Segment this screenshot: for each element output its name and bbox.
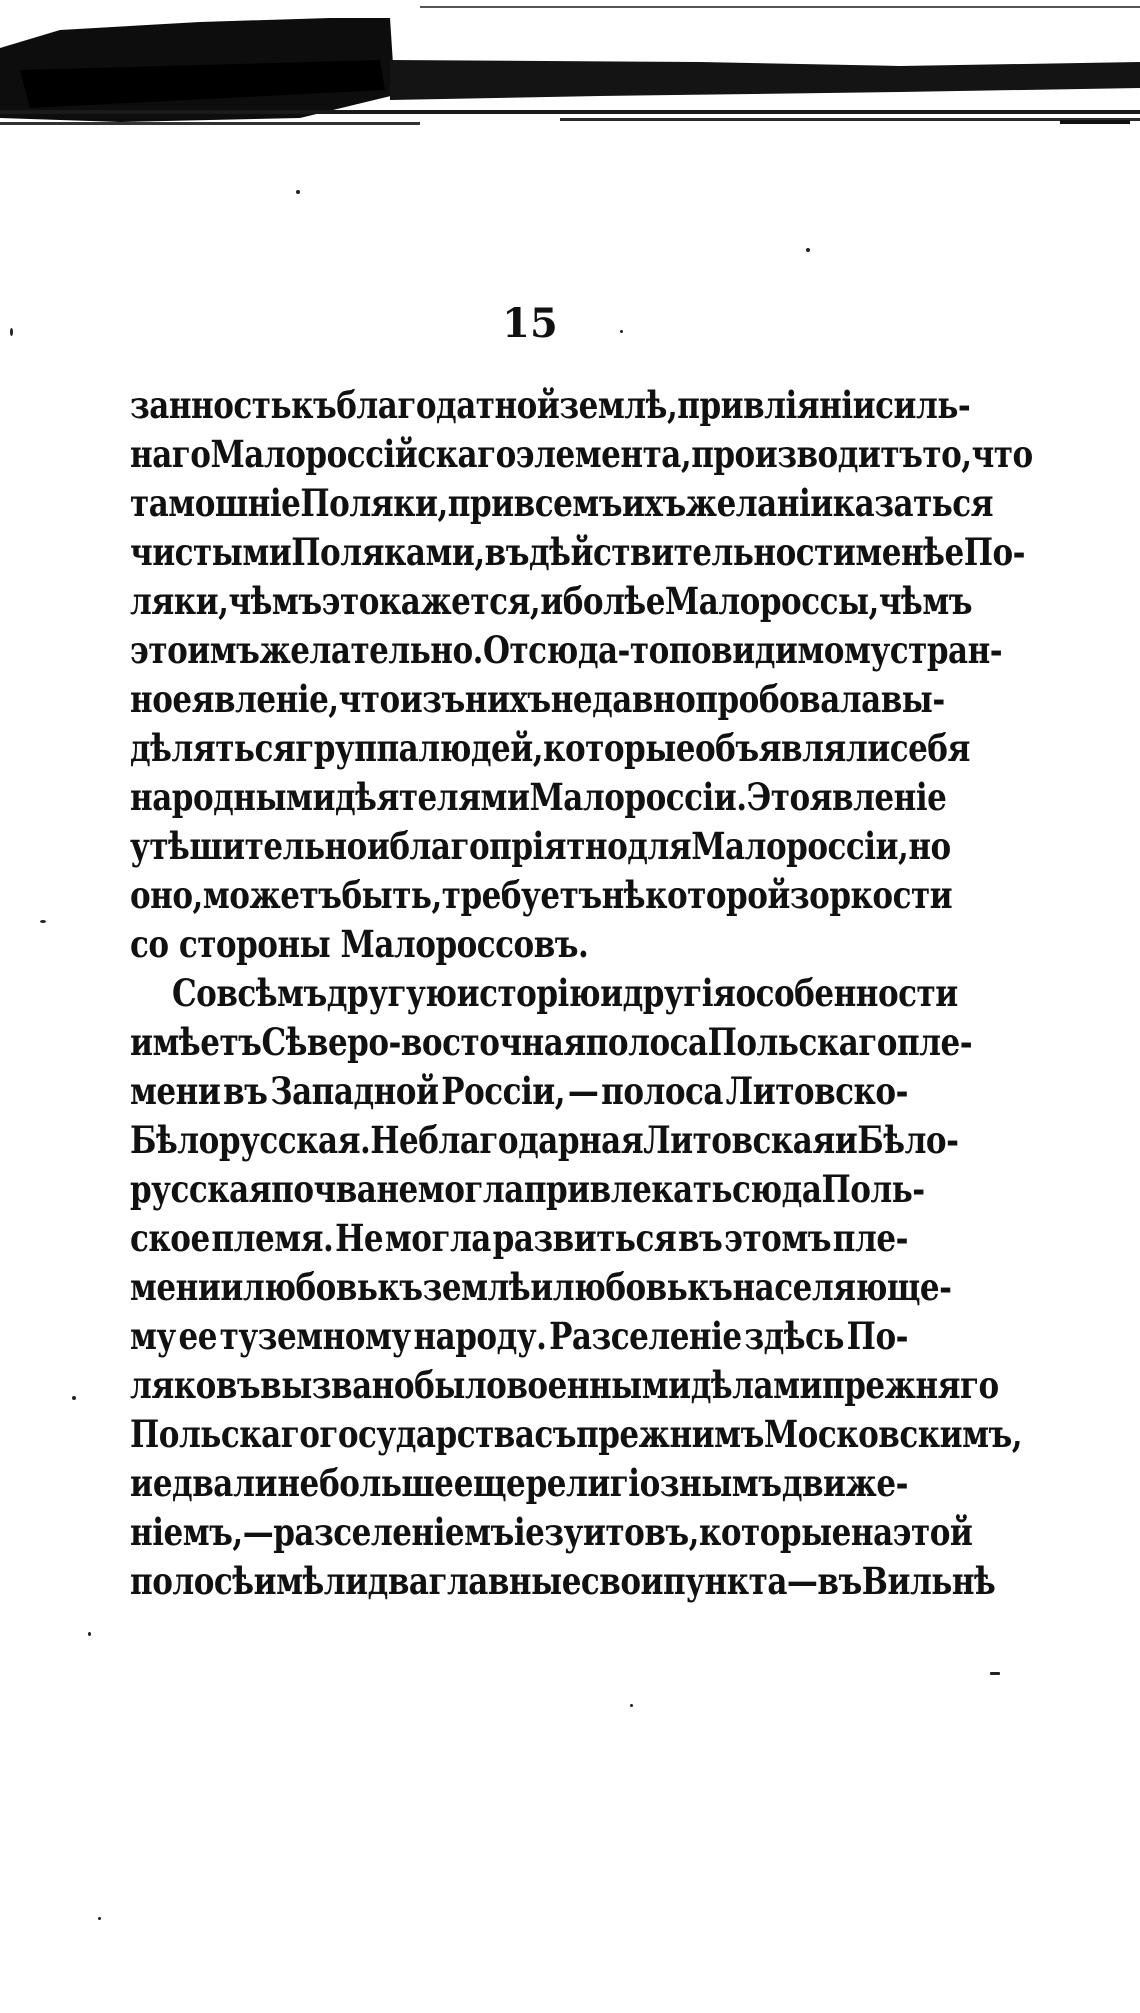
- word: этомъ: [724, 1216, 832, 1261]
- scan-speck: [40, 920, 46, 923]
- scan-edge-artifact: [0, 0, 1140, 140]
- word: Литовско-: [725, 1069, 908, 1114]
- word: русская: [130, 1167, 272, 1212]
- word: другія: [622, 971, 736, 1016]
- word: Польскаго: [130, 1412, 320, 1457]
- word: Московскимъ,: [763, 1412, 1023, 1457]
- word: имѣли: [253, 1559, 368, 1604]
- scan-speck: [990, 1672, 1000, 1675]
- word: землѣ,: [559, 383, 678, 428]
- word: здѣсь: [744, 1314, 844, 1359]
- word: вліяніи: [743, 383, 876, 428]
- word: изъ: [399, 677, 465, 722]
- word: еще: [453, 1461, 526, 1506]
- word: которые: [543, 726, 695, 771]
- word: въ: [678, 1216, 723, 1261]
- word: имъ: [187, 628, 260, 673]
- word: племя.: [211, 1216, 334, 1261]
- word: мени: [130, 1265, 221, 1310]
- word: любовь: [552, 1265, 688, 1310]
- word: Поль-: [821, 1167, 925, 1212]
- word: государства: [319, 1412, 535, 1457]
- scan-speck: [296, 190, 300, 194]
- word: это: [130, 628, 188, 673]
- word: Малороссіи.: [529, 775, 747, 820]
- word: пробовала: [695, 677, 881, 722]
- word: Поляки,: [300, 481, 448, 526]
- word: Россіи,: [441, 1069, 566, 1114]
- word: можетъ: [202, 873, 342, 918]
- word: дѣйствительности: [529, 530, 856, 575]
- word: религіознымъ: [525, 1461, 782, 1506]
- scan-speck: [620, 330, 623, 333]
- word: не: [376, 1167, 418, 1212]
- word: желательно.: [259, 628, 483, 673]
- word: ихъ: [622, 481, 686, 526]
- word: развиться: [492, 1216, 677, 1261]
- word: желаніи: [685, 481, 833, 526]
- word: ное: [130, 677, 192, 722]
- word: и: [834, 1118, 858, 1163]
- word: нихъ: [464, 677, 551, 722]
- word: зоркости: [789, 873, 953, 918]
- word: имѣетъ: [130, 1020, 262, 1065]
- word: любовь: [242, 1265, 378, 1310]
- word: Неблагодарная: [370, 1118, 644, 1163]
- word: два: [367, 1559, 429, 1604]
- word: почва: [271, 1167, 377, 1212]
- word: силь-: [875, 383, 971, 428]
- word: пле-: [896, 1020, 973, 1065]
- word: это: [321, 579, 379, 624]
- word: Польскаго: [707, 1020, 897, 1065]
- word: болѣе: [562, 579, 665, 624]
- scan-speck: [10, 328, 13, 336]
- word: едва: [152, 1461, 233, 1506]
- word: при: [447, 481, 514, 526]
- word: и: [600, 971, 623, 1016]
- word: благодатной: [336, 383, 560, 428]
- word: мени: [130, 1069, 221, 1114]
- word: элемента,: [515, 432, 692, 477]
- word: Западной: [270, 1069, 439, 1114]
- word: дѣятелями: [334, 775, 530, 820]
- word: пле-: [832, 1216, 908, 1261]
- word: народу.: [413, 1314, 547, 1359]
- word: полосѣ: [130, 1559, 254, 1604]
- word: Малороссійскаго: [210, 432, 516, 477]
- word: къ: [291, 383, 337, 428]
- word: при: [677, 383, 744, 428]
- word: землѣ: [422, 1265, 531, 1310]
- word: вызвано: [260, 1363, 415, 1408]
- text-line: [130, 1553, 996, 1613]
- word: особенности: [735, 971, 958, 1016]
- word: и: [540, 579, 563, 624]
- word: главные: [428, 1559, 581, 1604]
- word: могла: [417, 1167, 524, 1212]
- word: Совсѣмъ: [172, 971, 327, 1016]
- word: Малороссіи,: [691, 824, 909, 869]
- word: и: [530, 1265, 553, 1310]
- word: исторію: [456, 971, 601, 1016]
- word: Разселеніе: [549, 1314, 742, 1359]
- scan-speck: [98, 1917, 101, 1920]
- page-number: 15: [502, 300, 558, 347]
- word: себя: [889, 726, 970, 771]
- word: требуетъ: [441, 873, 602, 918]
- word: казаться: [832, 481, 994, 526]
- word: не: [277, 1461, 319, 1506]
- word: военными: [506, 1363, 691, 1408]
- word: прежнимъ: [576, 1412, 764, 1457]
- word: благопріятно: [389, 824, 628, 869]
- word: объявляли: [695, 726, 890, 771]
- word: явленіе,: [191, 677, 339, 722]
- word: явленіе: [809, 775, 947, 820]
- word: и: [130, 1461, 153, 1506]
- word: могла: [384, 1216, 491, 1261]
- word: въ: [484, 530, 529, 575]
- word: туземному: [219, 1314, 411, 1359]
- word: этой: [892, 1510, 973, 1555]
- word: Поляками,: [291, 530, 485, 575]
- word: къ: [687, 1265, 733, 1310]
- word: ляки,: [130, 579, 229, 624]
- word: и: [220, 1265, 243, 1310]
- word: Это: [746, 775, 810, 820]
- word: что: [971, 432, 1033, 477]
- word: наго: [130, 432, 211, 477]
- word: движе-: [781, 1461, 908, 1506]
- word: Вильнѣ: [861, 1559, 996, 1604]
- word: къ: [377, 1265, 423, 1310]
- word: повидимому: [668, 628, 890, 673]
- word: —: [567, 1069, 599, 1114]
- word: группа: [295, 726, 419, 771]
- word: больше: [319, 1461, 454, 1506]
- word: свои: [580, 1559, 664, 1604]
- word: ское: [130, 1216, 210, 1261]
- text-body: [130, 382, 1033, 1607]
- word: Литовская: [643, 1118, 835, 1163]
- word: всемъ: [513, 481, 623, 526]
- word: людей,: [418, 726, 544, 771]
- scan-speck: [630, 1704, 633, 1707]
- word: то,: [922, 432, 972, 477]
- word: но: [908, 824, 951, 869]
- word: кажется,: [378, 579, 541, 624]
- word: утѣшительно: [130, 824, 367, 869]
- word: недавно: [550, 677, 696, 722]
- word: менѣе: [855, 530, 964, 575]
- word: чѣмъ: [228, 579, 322, 624]
- word: что: [338, 677, 400, 722]
- word: съ: [534, 1412, 577, 1457]
- scan-speck: [72, 1396, 76, 1400]
- word: полоса: [601, 1069, 724, 1114]
- word: дѣлами: [690, 1363, 823, 1408]
- word: быть,: [341, 873, 442, 918]
- word: народными: [130, 775, 335, 820]
- text-line: со стороны Малороссовъ.: [130, 922, 589, 967]
- word: ли: [233, 1461, 278, 1506]
- word: прежняго: [822, 1363, 999, 1408]
- word: чѣмъ: [878, 579, 973, 624]
- word: привлекать: [523, 1167, 733, 1212]
- word: Отсюда-то: [482, 628, 669, 673]
- scan-speck: [88, 1632, 91, 1636]
- word: сюда: [732, 1167, 822, 1212]
- word: полоса: [585, 1020, 708, 1065]
- word: ніемъ,—разселеніемъ: [130, 1510, 514, 1555]
- word: и: [366, 824, 390, 869]
- word: ляковъ: [130, 1363, 261, 1408]
- word: пункта—въ: [663, 1559, 862, 1604]
- word: въ: [223, 1069, 268, 1114]
- word: чистыми: [130, 530, 292, 575]
- word: тамошніе: [130, 481, 301, 526]
- word: Бѣлорусская.: [130, 1118, 371, 1163]
- word: Бѣло-: [857, 1118, 959, 1163]
- word: Малороссы,: [664, 579, 879, 624]
- word: Сѣверо-восточная: [261, 1020, 586, 1065]
- word: вы-: [880, 677, 945, 722]
- word: нѣкоторой: [601, 873, 790, 918]
- word: другую: [326, 971, 457, 1016]
- scan-speck: [806, 248, 810, 252]
- word: іезуитовъ,: [513, 1510, 699, 1555]
- word: му: [130, 1314, 176, 1359]
- word: было: [414, 1363, 507, 1408]
- word: производитъ: [691, 432, 923, 477]
- word: на: [850, 1510, 893, 1555]
- word: По-: [846, 1314, 908, 1359]
- word: дѣляться: [130, 726, 296, 771]
- word: стран-: [889, 628, 1003, 673]
- word: оно,: [130, 873, 203, 918]
- word: Не: [335, 1216, 384, 1261]
- word: занность: [130, 383, 292, 428]
- word: По-: [963, 530, 1026, 575]
- word: ее: [178, 1314, 217, 1359]
- word: которые: [698, 1510, 851, 1555]
- word: для: [627, 824, 692, 869]
- word: населяюще-: [732, 1265, 952, 1310]
